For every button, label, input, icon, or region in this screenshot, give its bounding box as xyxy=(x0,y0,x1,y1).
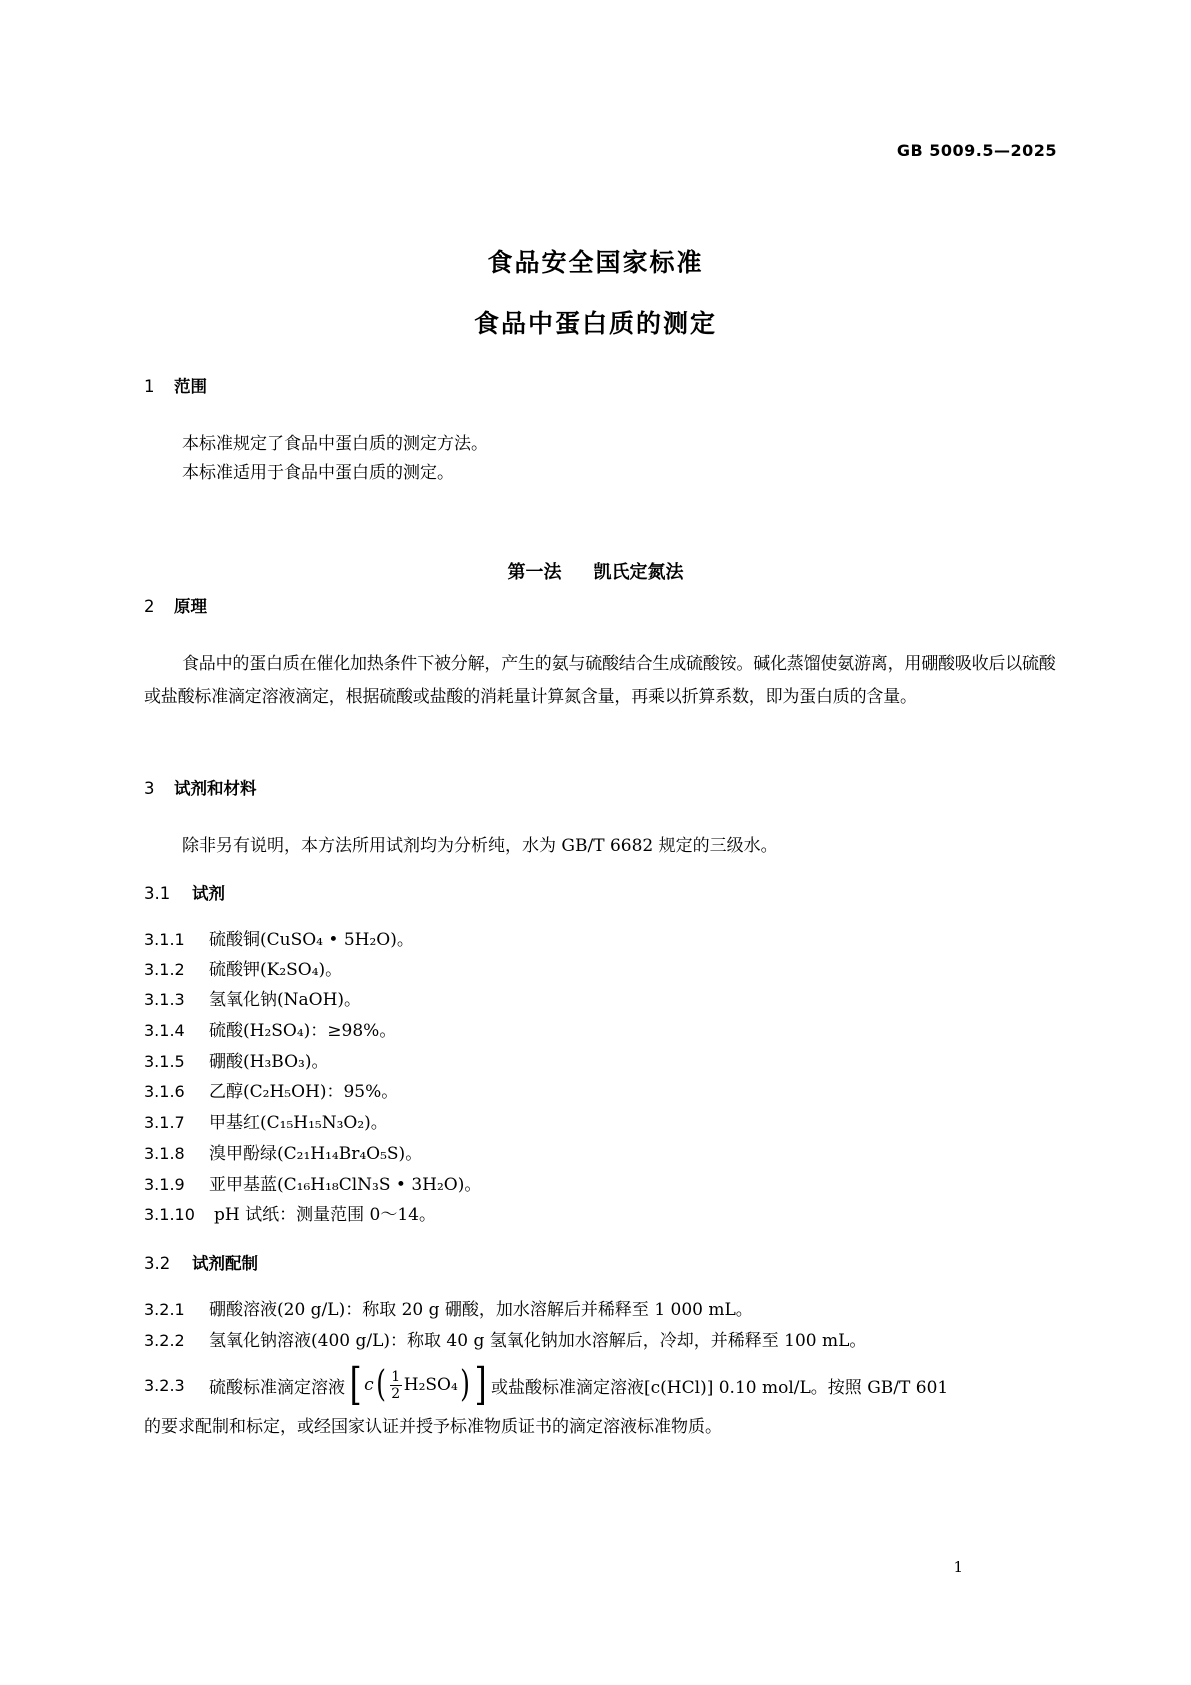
section-title: 试剂配制 xyxy=(192,1254,258,1273)
standard-code: GB 5009.5—2025 xyxy=(896,141,1057,160)
method-label: 第一法 xyxy=(507,562,562,583)
section-2-paragraph: 食品中的蛋白质在催化加热条件下被分解，产生的氨与硫酸结合生成硫酸铵。碱化蒸馏使氨游离，用硼酸吸收后以硫酸或盐酸标准滴定溶液滴定，根据硫酸或盐酸的消耗量计算氮含量，再乘以折算系数，即为蛋白质的含量。 xyxy=(144,654,1056,707)
section-1-heading xyxy=(144,373,207,397)
section-3-heading xyxy=(144,775,257,799)
reagent-item: 3.1.9 亚甲基蓝(C₁₆H₁₈ClN₃S • 3H₂O)。 xyxy=(144,1175,482,1195)
section-number: 3.2 xyxy=(144,1254,171,1273)
section-title: 试剂 xyxy=(192,884,225,903)
preparation-item: 3.2.2 氢氧化钠溶液(400 g/L)：称取 40 g 氢氧化钠加水溶解后，冷却，并稀释至 100 mL。 xyxy=(144,1331,867,1351)
section-number: 1 xyxy=(144,377,155,396)
reagent-item: 3.1.4 硫酸(H₂SO₄)：≥98%。 xyxy=(144,1021,397,1041)
concentration-formula: [ c ( $\frac{1}{2}$ H₂SO₄ ) ] xyxy=(349,1359,487,1410)
document-subtitle: 食品中蛋白质的测定 xyxy=(473,309,717,338)
reagent-item: 3.1.1 硫酸铜(CuSO₄ • 5H₂O)。 xyxy=(144,930,414,950)
section-number: 2 xyxy=(144,597,155,616)
fraction: $\frac{1}{2}$ xyxy=(391,1368,401,1402)
reagent-item: 3.1.3 氢氧化钠(NaOH)。 xyxy=(144,990,362,1010)
preparation-item: 3.2.1 硼酸溶液(20 g/L)：称取 20 g 硼酸，加水溶解后并稀释至 1 000 mL。 xyxy=(144,1300,753,1320)
reagent-item: 3.1.8 溴甲酚绿(C₂₁H₁₄Br₄O₅S)。 xyxy=(144,1144,423,1164)
section-3-1-heading xyxy=(144,880,225,904)
page-number: 1 xyxy=(953,1558,963,1576)
section-1-paragraph: 本标准规定了食品中蛋白质的测定方法。 xyxy=(182,434,488,454)
document-title: 食品安全国家标准 xyxy=(487,248,704,277)
reagent-item: 3.1.2 硫酸钾(K₂SO₄)。 xyxy=(144,960,343,980)
section-2-heading xyxy=(144,593,207,617)
section-3-intro: 除非另有说明，本方法所用试剂均为分析纯，水为 GB/T 6682 规定的三级水。 xyxy=(182,836,778,856)
section-title: 试剂和材料 xyxy=(174,779,257,798)
reagent-item: 3.1.10 pH 试纸：测量范围 0～14。 xyxy=(144,1205,436,1225)
section-1-paragraph: 本标准适用于食品中蛋白质的测定。 xyxy=(182,463,454,483)
method-name: 凯氏定氮法 xyxy=(593,562,684,583)
preparation-item-continuation: 的要求配制和标定，或经国家认证并授予标准物质证书的滴定溶液标准物质。 xyxy=(144,1417,722,1437)
reagent-item: 3.1.6 乙醇(C₂H₅OH)：95%。 xyxy=(144,1082,399,1102)
reagent-item: 3.1.5 硼酸(H₃BO₃)。 xyxy=(144,1052,329,1072)
section-title: 原理 xyxy=(174,597,207,616)
section-number: 3 xyxy=(144,779,155,798)
method-heading xyxy=(0,558,1191,584)
section-number: 3.1 xyxy=(144,884,171,903)
preparation-item: 3.2.3 硫酸标准滴定溶液 [ c ( $\frac{1}{2}$ H₂SO₄ ) ] 或盐酸标准滴定溶液[c(HCl)] 0.10 mol/L。按照 GB/T 601 xyxy=(144,1359,949,1410)
section-3-2-heading xyxy=(144,1250,258,1274)
reagent-item: 3.1.7 甲基红(C₁₅H₁₅N₃O₂)。 xyxy=(144,1113,388,1133)
section-title: 范围 xyxy=(174,377,207,396)
